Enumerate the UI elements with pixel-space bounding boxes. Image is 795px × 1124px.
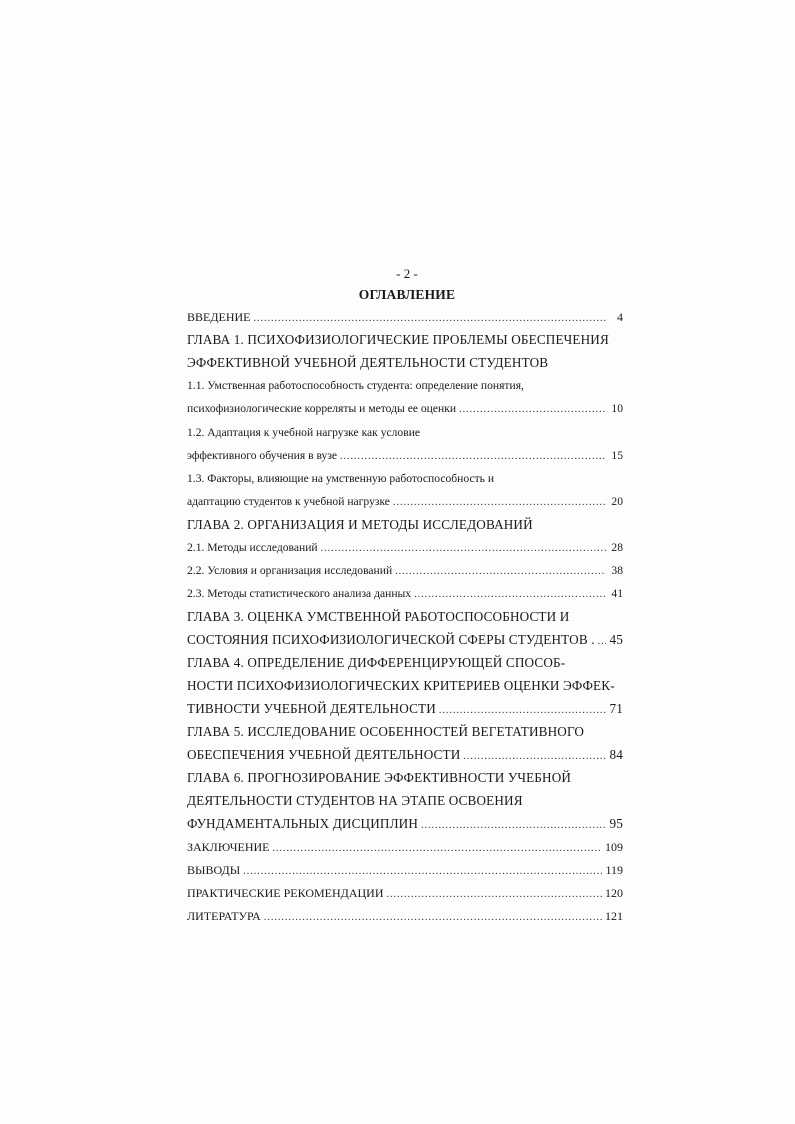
- toc-entry-text: ДЕЯТЕЛЬНОСТИ СТУДЕНТОВ НА ЭТАПЕ ОСВОЕНИЯ: [187, 793, 523, 808]
- toc-entry-text: НОСТИ ПСИХОФИЗИОЛОГИЧЕСКИХ КРИТЕРИЕВ ОЦЕНКИ ЭФФЕК-: [187, 678, 615, 693]
- toc-page-number: 38: [611, 564, 623, 577]
- toc-entry-text: ПРАКТИЧЕСКИЕ РЕКОМЕНДАЦИИ: [187, 886, 384, 900]
- toc-line: [187, 630, 623, 650]
- toc-line: [187, 423, 623, 443]
- toc-line: [187, 469, 623, 489]
- toc-entry-text: СОСТОЯНИЯ ПСИХОФИЗИОЛОГИЧЕСКОЙ СФЕРЫ СТУДЕНТОВ .: [187, 632, 595, 647]
- dot-leader: [243, 862, 602, 880]
- toc-page-number: 45: [609, 632, 623, 647]
- dot-leader: [598, 632, 606, 650]
- toc-entry-text: психофизиологические корреляты и методы ее оценки: [187, 402, 457, 415]
- toc-line: [187, 307, 623, 327]
- toc-line: [187, 584, 623, 604]
- toc-entry-text: эффективного обучения в вузе: [187, 449, 338, 462]
- toc-page-number: 109: [605, 840, 623, 854]
- toc-page-number: 121: [605, 909, 623, 923]
- toc-line: [187, 376, 623, 396]
- toc-line: [187, 607, 623, 627]
- toc-line: [187, 906, 623, 926]
- toc-line: [187, 883, 623, 903]
- toc-line: [187, 745, 623, 765]
- toc-page-number: 15: [611, 449, 623, 462]
- toc-entry-text: 2.3. Методы статистического анализа данных: [187, 587, 412, 600]
- toc-entry-text: ЛИТЕРАТУРА: [187, 909, 261, 923]
- dot-leader: [340, 447, 606, 466]
- dot-leader: [395, 562, 606, 581]
- toc-entry-text: ЗАКЛЮЧЕНИЕ: [187, 840, 270, 854]
- toc-page-number: 84: [609, 747, 623, 762]
- toc-entry-text: ГЛАВА 6. ПРОГНОЗИРОВАНИЕ ЭФФЕКТИВНОСТИ УЧЕБНОЙ: [187, 770, 572, 785]
- toc-entry-text: 1.2. Адаптация к учебной нагрузке как условие: [187, 426, 421, 439]
- toc-entry-text: 2.2. Условия и организация исследований: [187, 564, 393, 577]
- dot-leader: [439, 701, 606, 719]
- page-number: - 2 -: [396, 266, 418, 281]
- toc-line: [187, 722, 623, 742]
- toc-entry-text: ВЫВОДЫ: [187, 863, 241, 877]
- toc-entry-text: ГЛАВА 5. ИССЛЕДОВАНИЕ ОСОБЕННОСТЕЙ ВЕГЕТАТИВНОГО: [187, 724, 585, 739]
- toc-page-number: 28: [611, 541, 623, 554]
- dot-leader: [273, 839, 603, 857]
- toc-line: [187, 653, 623, 673]
- dot-leader: [393, 493, 606, 512]
- toc-line: [187, 814, 623, 834]
- toc-entry-text: ГЛАВА 3. ОЦЕНКА УМСТВЕННОЙ РАБОТОСПОСОБНОСТИ И: [187, 609, 570, 624]
- toc-entry-text: ЭФФЕКТИВНОЙ УЧЕБНОЙ ДЕЯТЕЛЬНОСТИ СТУДЕНТОВ: [187, 355, 549, 370]
- toc-page-number: 41: [611, 587, 623, 600]
- toc-page-number: 119: [605, 863, 623, 877]
- toc-line: [187, 791, 623, 811]
- dot-leader: [421, 816, 606, 834]
- toc-line: [187, 492, 623, 512]
- toc-entry-text: ОБЕСПЕЧЕНИЯ УЧЕБНОЙ ДЕЯТЕЛЬНОСТИ: [187, 747, 461, 762]
- toc-line: [187, 837, 623, 857]
- toc-line: [187, 768, 623, 788]
- toc-entry-text: ГЛАВА 4. ОПРЕДЕЛЕНИЕ ДИФФЕРЕНЦИРУЮЩЕЙ СПОСОБ-: [187, 655, 566, 670]
- toc-line: [187, 538, 623, 558]
- page-title: ОГЛАВЛЕНИЕ: [358, 287, 456, 302]
- toc-page-number: 4: [617, 310, 623, 324]
- toc-entry-text: 2.1. Методы исследований: [187, 541, 318, 554]
- dot-leader: [463, 747, 606, 765]
- toc-line: [187, 699, 623, 719]
- dot-leader: [254, 309, 606, 327]
- toc-entry-text: 1.1. Умственная работоспособность студента: определение понятия,: [187, 379, 524, 392]
- toc-line: [187, 330, 623, 350]
- toc-line: [187, 676, 623, 696]
- toc-page-number: 120: [605, 886, 623, 900]
- dot-leader: [414, 585, 606, 604]
- toc-line: [187, 353, 623, 373]
- toc-entry-text: ГЛАВА 2. ОРГАНИЗАЦИЯ И МЕТОДЫ ИССЛЕДОВАНИЙ: [187, 517, 533, 532]
- toc-line: [187, 561, 623, 581]
- toc-entry-text: адаптацию студентов к учебной нагрузке: [187, 495, 390, 508]
- toc-page-number: 10: [611, 402, 623, 415]
- dot-leader: [321, 539, 606, 558]
- toc-line: [187, 860, 623, 880]
- toc-line: [187, 446, 623, 466]
- dot-leader: [387, 885, 603, 903]
- toc-line: [187, 399, 623, 419]
- toc-page-number: 20: [611, 495, 623, 508]
- toc-entry-text: ФУНДАМЕНТАЛЬНЫХ ДИСЦИПЛИН: [187, 816, 419, 831]
- toc-entry-text: 1.3. Факторы, влияющие на умственную работоспособность и: [187, 472, 495, 485]
- toc-entry-text: ВВЕДЕНИЕ: [187, 310, 251, 324]
- dot-leader: [459, 400, 606, 419]
- toc-entry-text: ГЛАВА 1. ПСИХОФИЗИОЛОГИЧЕСКИЕ ПРОБЛЕМЫ ОБЕСПЕЧЕНИЯ: [187, 332, 609, 347]
- dot-leader: [264, 908, 602, 926]
- toc-entry-text: ТИВНОСТИ УЧЕБНОЙ ДЕЯТЕЛЬНОСТИ: [187, 701, 436, 716]
- toc-line: [187, 515, 623, 535]
- toc-page-number: 95: [609, 816, 623, 831]
- toc-page-number: 71: [609, 701, 623, 716]
